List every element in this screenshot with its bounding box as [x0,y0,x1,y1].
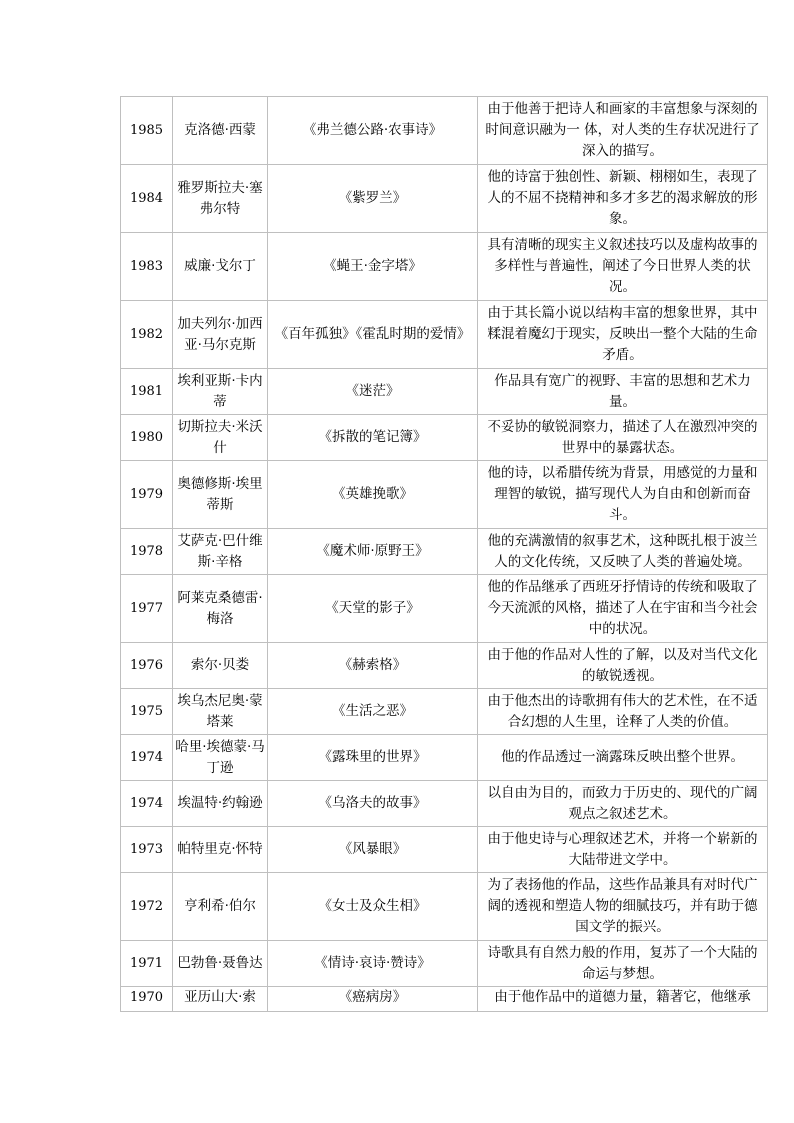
nobel-laureates-table-page [120,96,768,1012]
nobel-laureates-table [120,96,768,1012]
work-cell: 《英雄挽歌》 [268,461,478,529]
year-cell: 1979 [121,461,173,529]
year-cell: 1981 [121,369,173,415]
year-cell: 1983 [121,233,173,301]
work-cell: 《生活之恶》 [268,689,478,735]
table-row [121,415,768,461]
table-row [121,941,768,987]
work-cell: 《拆散的笔记簿》 [268,415,478,461]
year-cell: 1978 [121,529,173,575]
year-cell: 1980 [121,415,173,461]
reason-cell: 由于他善于把诗人和画家的丰富想象与深刻的时间意识融为一 体，对人类的生存状况进行了深入的描写。 [478,97,768,165]
year-cell: 1971 [121,941,173,987]
author-cell: 哈里·埃德蒙·马丁逊 [173,735,268,781]
reason-cell: 由于他史诗与心理叙述艺术，并将一个崭新的大陆带进文学中。 [478,827,768,873]
work-cell: 《癌病房》 [268,987,478,1012]
year-cell: 1976 [121,643,173,689]
table-row [121,165,768,233]
reason-cell: 不妥协的敏锐洞察力，描述了人在激烈冲突的世界中的暴露状态。 [478,415,768,461]
table-row [121,461,768,529]
author-cell: 阿莱克桑德雷·梅洛 [173,575,268,643]
year-cell: 1982 [121,301,173,369]
reason-cell: 具有清晰的现实主义叙述技巧以及虚构故事的多样性与普遍性，阐述了今日世界人类的状况。 [478,233,768,301]
author-cell: 切斯拉夫·米沃什 [173,415,268,461]
author-cell: 索尔·贝娄 [173,643,268,689]
author-cell: 雅罗斯拉夫·塞弗尔特 [173,165,268,233]
table-row [121,233,768,301]
year-cell: 1984 [121,165,173,233]
table-body [121,97,768,1012]
table-row [121,643,768,689]
reason-cell: 他的充满激情的叙事艺术，这种既扎根于波兰人的文化传统，又反映了人类的普遍处境。 [478,529,768,575]
table-row [121,97,768,165]
reason-cell: 他的作品透过一滴露珠反映出整个世界。 [478,735,768,781]
author-cell: 克洛德·西蒙 [173,97,268,165]
year-cell: 1977 [121,575,173,643]
table-row [121,827,768,873]
work-cell: 《赫索格》 [268,643,478,689]
reason-cell: 为了表扬他的作品，这些作品兼具有对时代广阔的透视和塑造人物的细腻技巧，并有助于德国文学的振兴。 [478,873,768,941]
reason-cell: 由于其长篇小说以结构丰富的想象世界，其中糅混着魔幻于现实，反映出一整个大陆的生命矛盾。 [478,301,768,369]
table-row [121,873,768,941]
work-cell: 《百年孤独》《霍乱时期的爱情》 [268,301,478,369]
work-cell: 《女士及众生相》 [268,873,478,941]
work-cell: 《蝇王·金字塔》 [268,233,478,301]
table-row [121,575,768,643]
author-cell: 威廉·戈尔丁 [173,233,268,301]
reason-cell: 作品具有宽广的视野、丰富的思想和艺术力量。 [478,369,768,415]
work-cell: 《露珠里的世界》 [268,735,478,781]
work-cell: 《魔术师·原野王》 [268,529,478,575]
author-cell: 艾萨克·巴什维斯·辛格 [173,529,268,575]
author-cell: 亨利希·伯尔 [173,873,268,941]
reason-cell: 他的作品继承了西班牙抒情诗的传统和吸取了今天流派的风格，描述了人在宇宙和当今社会中的状况。 [478,575,768,643]
year-cell: 1975 [121,689,173,735]
year-cell: 1974 [121,781,173,827]
table-row [121,781,768,827]
work-cell: 《乌洛夫的故事》 [268,781,478,827]
reason-cell: 他的诗富于独创性、新颖、栩栩如生，表现了人的不屈不挠精神和多才多艺的渴求解放的形象。 [478,165,768,233]
year-cell: 1985 [121,97,173,165]
reason-cell: 由于他作品中的道德力量，籍著它，他继承 [478,987,768,1012]
reason-cell: 由于他杰出的诗歌拥有伟大的艺术性，在不适合幻想的人生里，诠释了人类的价值。 [478,689,768,735]
table-row [121,735,768,781]
reason-cell: 诗歌具有自然力般的作用，复苏了一个大陆的命运与梦想。 [478,941,768,987]
work-cell: 《情诗·哀诗·赞诗》 [268,941,478,987]
author-cell: 帕特里克·怀特 [173,827,268,873]
work-cell: 《迷茫》 [268,369,478,415]
table-row [121,301,768,369]
author-cell: 埃温特·约翰逊 [173,781,268,827]
year-cell: 1974 [121,735,173,781]
author-cell: 加夫列尔·加西亚·马尔克斯 [173,301,268,369]
reason-cell: 由于他的作品对人性的了解，以及对当代文化的敏锐透视。 [478,643,768,689]
work-cell: 《弗兰德公路·农事诗》 [268,97,478,165]
table-row [121,529,768,575]
table-row [121,689,768,735]
author-cell: 亚历山大·索 [173,987,268,1012]
work-cell: 《风暴眼》 [268,827,478,873]
table-row [121,987,768,1012]
author-cell: 埃利亚斯·卡内蒂 [173,369,268,415]
year-cell: 1972 [121,873,173,941]
author-cell: 奥德修斯·埃里蒂斯 [173,461,268,529]
work-cell: 《紫罗兰》 [268,165,478,233]
author-cell: 巴勃鲁·聂鲁达 [173,941,268,987]
year-cell: 1973 [121,827,173,873]
reason-cell: 他的诗，以希腊传统为背景，用感觉的力量和理智的敏锐，描写现代人为自由和创新而奋斗。 [478,461,768,529]
table-row [121,369,768,415]
work-cell: 《天堂的影子》 [268,575,478,643]
reason-cell: 以自由为目的，而致力于历史的、现代的广阔观点之叙述艺术。 [478,781,768,827]
author-cell: 埃乌杰尼奥·蒙塔莱 [173,689,268,735]
year-cell: 1970 [121,987,173,1012]
